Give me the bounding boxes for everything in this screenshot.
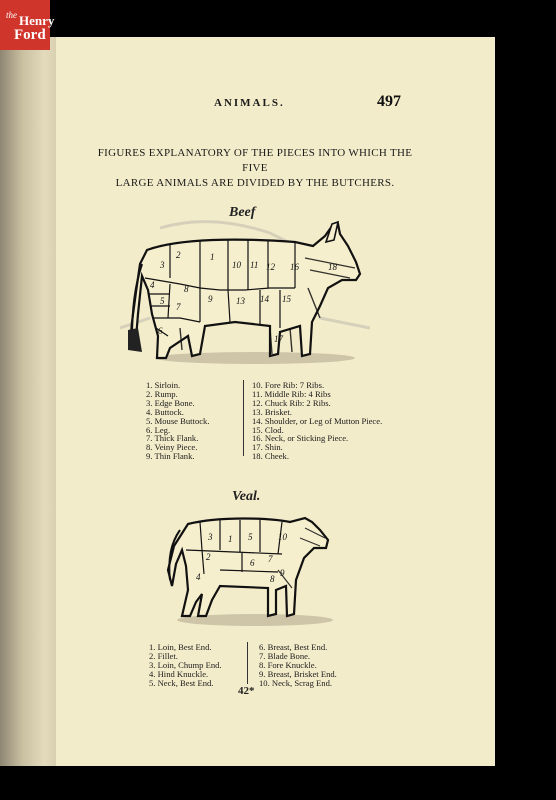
legend-item: 5. Neck, Best End. <box>149 677 214 688</box>
legend-item: 9. Thin Flank. <box>146 451 195 462</box>
beef-cut-number: 7 <box>176 302 181 312</box>
beef-cut-number: 11 <box>250 260 259 270</box>
legend-item: 3. Loin, Chump End. <box>149 659 222 670</box>
beef-caption: Beef <box>229 205 256 220</box>
legend-item: 2. Fillet. <box>149 650 178 661</box>
veal-legend-left <box>149 643 222 688</box>
beef-legend-divider <box>243 380 244 456</box>
veal-cut-number: 5 <box>248 532 253 542</box>
beef-legend-left <box>146 381 210 461</box>
veal-illustration <box>160 510 345 630</box>
legend-item: 17. Shin. <box>252 442 283 453</box>
veal-legend-divider <box>247 642 248 684</box>
page-heading <box>90 146 420 191</box>
signature-mark: 42* <box>238 685 255 697</box>
beef-cut-number: 13 <box>236 296 245 306</box>
running-title: ANIMALS. <box>214 97 285 109</box>
veal-cut-number: 7 <box>268 554 273 564</box>
beef-illustration <box>120 218 370 368</box>
beef-cut-number: 10 <box>232 260 241 270</box>
beef-cut-number: 6 <box>158 326 163 336</box>
legend-item: 1. Sirloin. <box>146 380 181 390</box>
legend-item: 6. Leg. <box>146 424 171 435</box>
beef-cut-number: 5 <box>160 296 165 306</box>
heading-line-1: FIGURES EXPLANATORY OF THE PIECES INTO WHICH THE FIVE <box>97 147 413 174</box>
legend-item: 4. Hind Knuckle. <box>149 668 209 679</box>
veal-cut-number: 8 <box>270 574 275 584</box>
beef-cut-number: 14 <box>260 294 269 304</box>
veal-cut-number: 2 <box>206 552 211 562</box>
veal-cut-number: 9 <box>280 568 285 578</box>
legend-item: 11. Middle Rib: 4 Ribs <box>252 388 331 399</box>
veal-cut-number: 10 <box>278 532 287 542</box>
book-gutter <box>0 37 56 766</box>
veal-cut-number: 6 <box>250 558 255 568</box>
legend-item: 7. Blade Bone. <box>259 650 311 661</box>
logo-henry: Henry <box>19 13 55 28</box>
beef-cut-number: 9 <box>208 294 213 304</box>
page-number: 497 <box>377 93 401 110</box>
beef-cut-number: 2 <box>176 250 181 260</box>
legend-item: 2. Rump. <box>146 388 178 399</box>
beef-body-outline <box>130 224 360 358</box>
legend-item: 4. Buttock. <box>146 406 184 417</box>
legend-item: 7. Thick Flank. <box>146 433 199 444</box>
veal-cut-number: 3 <box>208 532 213 542</box>
logo-the: the <box>6 10 17 20</box>
beef-cut-number: 12 <box>266 262 275 272</box>
henry-ford-logo <box>0 0 55 50</box>
beef-cut-number: 8 <box>184 284 189 294</box>
legend-item: 10. Fore Rib: 7 Ribs. <box>252 380 325 390</box>
veal-cut-number: 1 <box>228 534 233 544</box>
legend-item: 8. Fore Knuckle. <box>259 659 317 670</box>
legend-item: 5. Mouse Buttock. <box>146 415 210 426</box>
legend-item: 8. Veiny Piece. <box>146 442 198 453</box>
veal-caption: Veal. <box>232 489 261 504</box>
legend-item: 6. Breast, Best End. <box>259 642 328 652</box>
beef-cut-number: 18 <box>328 262 337 272</box>
beef-cut-number: 15 <box>282 294 291 304</box>
legend-item: 14. Shoulder, or Leg of Mutton Piece. <box>252 415 383 426</box>
beef-cut-number: 17 <box>274 334 283 344</box>
beef-tail-tuft <box>128 328 142 352</box>
legend-item: 10. Neck, Scrag End. <box>259 677 333 688</box>
heading-line-2: LARGE ANIMALS ARE DIVIDED BY THE BUTCHERS. <box>115 177 395 189</box>
beef-ground-shadow <box>155 352 355 364</box>
legend-item: 16. Neck, or Sticking Piece. <box>252 433 349 444</box>
beef-cut-number: 16 <box>290 262 299 272</box>
legend-item: 13. Brisket. <box>252 406 292 417</box>
logo-ford: Ford <box>14 27 46 43</box>
beef-cut-number: 3 <box>160 260 165 270</box>
legend-item: 9. Breast, Brisket End. <box>259 668 337 679</box>
legend-item: 15. Clod. <box>252 424 284 435</box>
veal-legend-right <box>259 643 337 688</box>
beef-cut-number: 4 <box>150 280 155 290</box>
legend-item: 3. Edge Bone. <box>146 397 195 408</box>
beef-legend-right <box>252 381 382 461</box>
legend-item: 12. Chuck Rib: 2 Ribs. <box>252 397 331 408</box>
veal-cut-number: 4 <box>196 572 201 582</box>
beef-cut-number: 1 <box>210 252 215 262</box>
legend-item: 1. Loin, Best End. <box>149 642 212 652</box>
legend-item: 18. Cheek. <box>252 451 289 462</box>
